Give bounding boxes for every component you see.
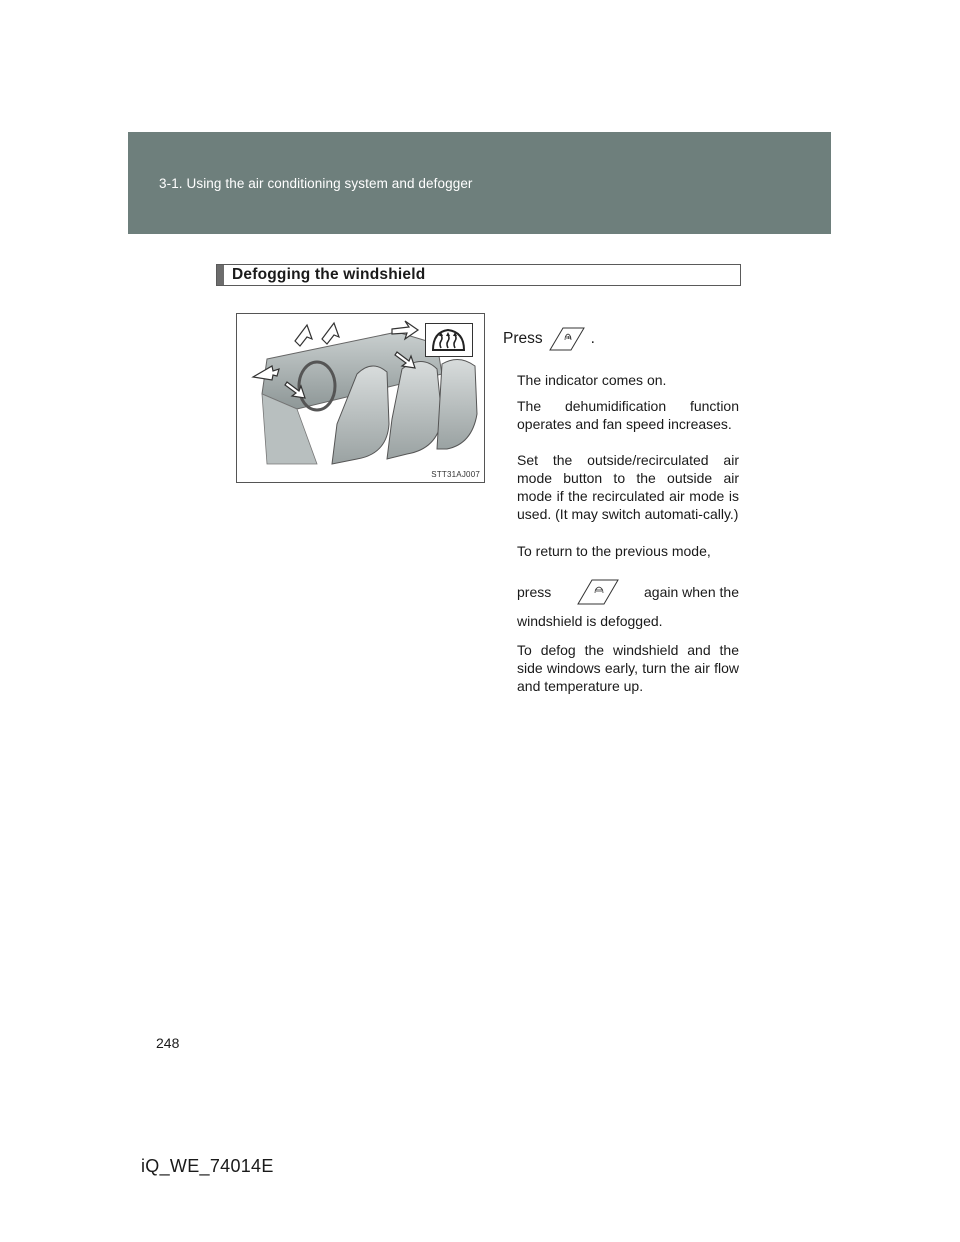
front-defroster-button-icon	[577, 578, 619, 606]
document-code: iQ_WE_74014E	[141, 1156, 274, 1176]
paragraph-indicator: The indicator comes on.	[517, 372, 667, 388]
figure-code: STT31AJ007	[431, 470, 480, 479]
front-defroster-button-icon	[549, 326, 585, 352]
paragraph-outside-air: Set the outside/recirculated air mode button to the outside air mode if the recirculated air mode is used. (It may switch automati-cally.)	[517, 452, 739, 522]
section-heading-bar	[217, 265, 224, 285]
page-number: 248	[156, 1035, 180, 1051]
press-label: Press	[503, 330, 543, 347]
breadcrumb: 3-1. Using the air conditioning system and defogger	[159, 176, 473, 191]
paragraph-dehumidification: The dehumidification function operates and fan speed increases.	[517, 398, 739, 432]
section-title: Defogging the windshield	[232, 266, 426, 283]
press-again-text: again when the	[644, 584, 739, 600]
paragraph-defogged: windshield is defogged.	[517, 613, 663, 629]
cabin-airflow-illustration	[236, 313, 485, 483]
press-again-line	[517, 578, 739, 606]
press-instruction	[503, 326, 595, 352]
windshield-defroster-icon	[425, 323, 473, 357]
paragraph-defog-early: To defog the windshield and the side windows early, turn the air flow and temperature up.	[517, 642, 739, 694]
section-heading-box	[216, 264, 741, 286]
paragraph-return: To return to the previous mode,	[517, 543, 711, 559]
press-again-label: press	[517, 584, 552, 600]
press-after: .	[590, 330, 595, 347]
